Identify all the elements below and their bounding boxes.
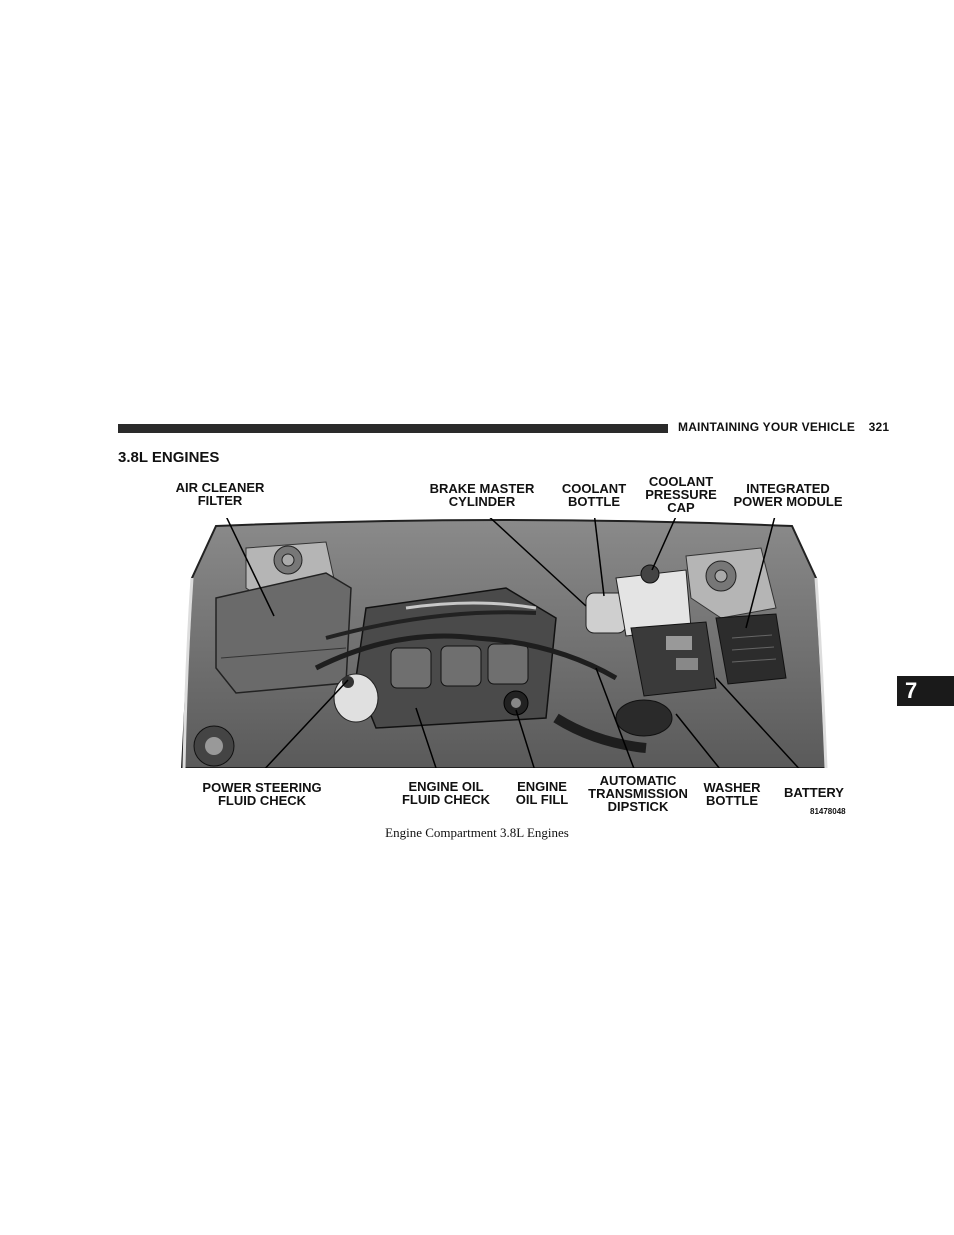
figure-caption: Engine Compartment 3.8L Engines bbox=[385, 825, 569, 840]
running-header bbox=[678, 420, 889, 434]
label-coolant-pressure-cap: COOLANT PRESSURE CAP bbox=[645, 474, 717, 515]
label-washer-bottle: WASHER BOTTLE bbox=[703, 780, 761, 808]
label-brake-master-cylinder: BRAKE MASTER CYLINDER bbox=[429, 481, 535, 509]
label-coolant-bottle: COOLANT BOTTLE bbox=[561, 481, 627, 509]
header-rule bbox=[118, 424, 668, 433]
page-number: 321 bbox=[868, 420, 890, 434]
figure-code: 81478048 bbox=[810, 807, 846, 816]
chapter-tab: 7 bbox=[897, 676, 954, 706]
label-battery: BATTERY bbox=[784, 785, 844, 800]
label-integrated-power-module: INTEGRATED POWER MODULE bbox=[733, 481, 843, 509]
engine-compartment-illustration bbox=[176, 518, 832, 768]
label-engine-oil-fill: ENGINE OIL FILL bbox=[515, 779, 569, 807]
label-power-steering-fluid-check: POWER STEERING FLUID CHECK bbox=[202, 780, 322, 808]
header-section: MAINTAINING YOUR VEHICLE bbox=[678, 420, 856, 434]
label-engine-oil-fluid-check: ENGINE OIL FLUID CHECK bbox=[401, 779, 491, 807]
section-title: 3.8L ENGINES bbox=[118, 449, 220, 466]
label-automatic-transmission-dipstick: AUTOMATIC TRANSMISSION DIPSTICK bbox=[588, 773, 688, 814]
label-air-cleaner-filter: AIR CLEANER FILTER bbox=[175, 480, 265, 508]
